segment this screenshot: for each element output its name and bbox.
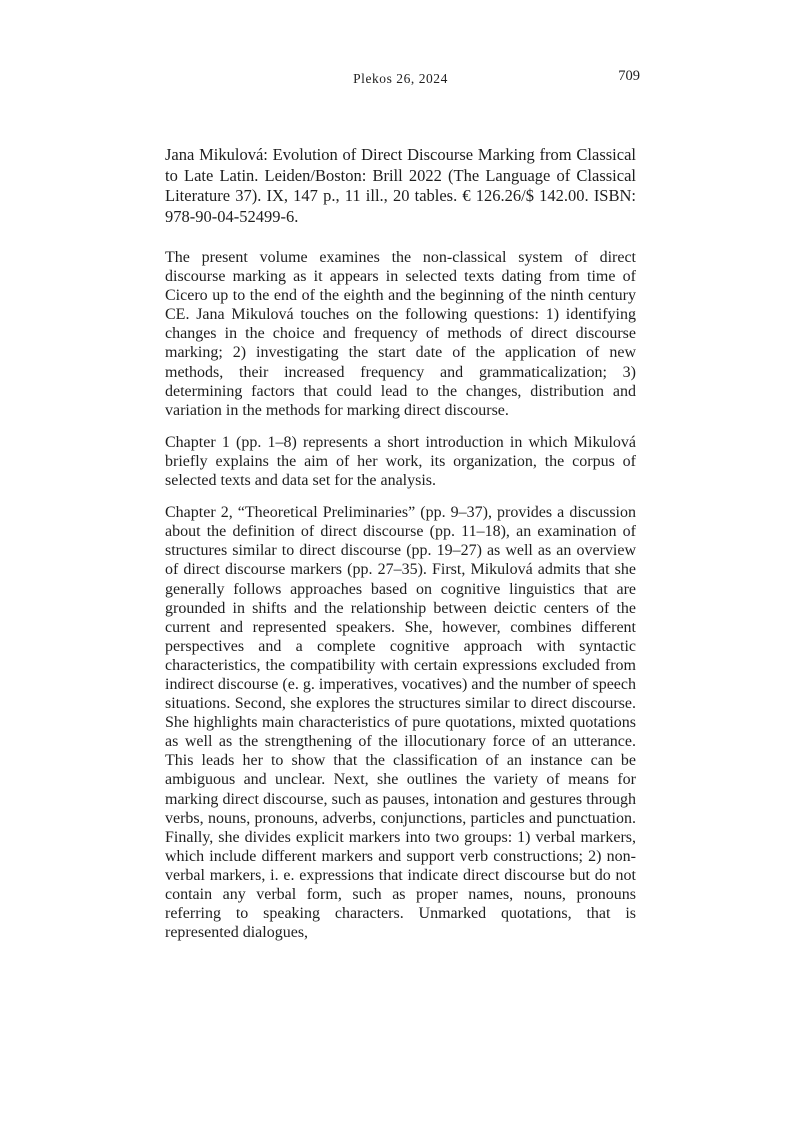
review-paragraph-chapter2: Chapter 2, “Theoretical Preliminaries” (pp. 9–37), provides a discussion about the definition of direct discourse (pp. 11–18), an examination of structures similar to direct discourse (pp. 19–27) as well as an overview of direct discourse markers (pp. 27–35). First, Mikulová admits that she generally follows approaches based on cognitive linguistics that are grounded in shifts and the relationship between deictic centers of the current and represented speakers. She, however, combines different perspectives and a complete cognitive approach with syntactic characteristics, the compatibility with certain expressions excluded from indirect discourse (e. g. imperatives, vocatives) and the number of speech situations. Second, she explores the structures similar to direct discourse. She highlights main characteristics of pure quotations, mixted quotations as well as the strengthening of the illocutionary force of an utterance. This leads her to show that the classification of an instance can be ambiguous and unclear. Next, she outlines the variety of means for marking direct discourse, such as pauses, intonation and gestures through verbs, nouns, pronouns, adverbs, conjunctions, particles and punctuation. Finally, she divides explicit markers into two groups: 1) verbal markers, which include different markers and support verb constructions; 2) non-verbal markers, i. e. expressions that indicate direct discourse but do not contain any verbal form, such as proper names, nouns, pronouns referring to speaking characters. Unmarked quotations, that is represented dialogues, bbox=[165, 504, 636, 942]
review-paragraph-chapter1: Chapter 1 (pp. 1–8) represents a short introduction in which Mikulová briefly explains the aim of her work, its organization, the corpus of selected texts and data set for the analysis. bbox=[165, 433, 636, 490]
review-body bbox=[165, 248, 636, 955]
running-header bbox=[165, 68, 640, 90]
journal-title: Plekos 26, 2024 bbox=[353, 71, 448, 86]
book-citation: Jana Mikulová: Evolution of Direct Discourse Marking from Classical to Late Latin. Leiden/Boston: Brill 2022 (The Language of Classical Literature 37). IX, 147 p., 11 ill., 20 tables. € 126.26/$ 142.00. ISBN: 978-90-04-52499-6. bbox=[165, 145, 636, 226]
page-number: 709 bbox=[618, 68, 640, 84]
review-paragraph-intro: The present volume examines the non-classical system of direct discourse marking as it appears in selected texts dating from time of Cicero up to the end of the eighth and the beginning of the ninth century CE. Jana Mikulová touches on the following questions: 1) identifying changes in the choice and frequency of methods of direct discourse marking; 2) investigating the start date of the application of new methods, their increased frequency and grammaticalization; 3) determining factors that could lead to the changes, distribution and variation in the methods for marking direct discourse. bbox=[165, 249, 636, 419]
